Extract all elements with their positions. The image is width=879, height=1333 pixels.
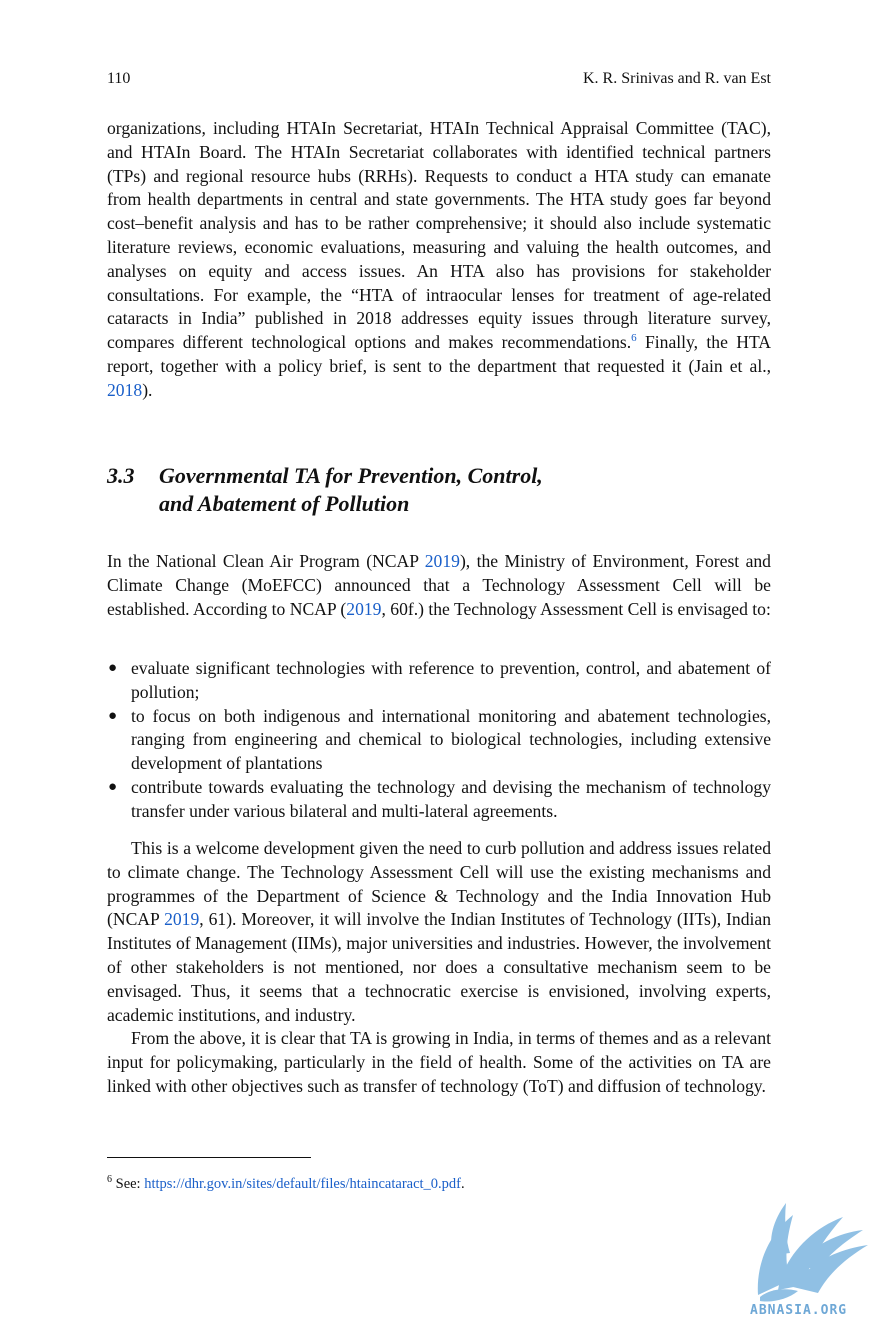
citation-link-jain-2018[interactable]: 2018 (107, 379, 143, 400)
footnote-reference-6[interactable]: 6 (631, 332, 637, 345)
page-number: 110 (107, 70, 131, 87)
watermark-logo (738, 1195, 879, 1333)
citation-link-ncap-2019[interactable]: 2019 (164, 909, 200, 930)
section-title-line-2: and Abatement of Pollution (159, 491, 410, 516)
paragraph-ncap-intro (107, 550, 771, 621)
bullet-dot-icon: ● (108, 778, 118, 795)
paragraph-text: Finally, the HTA report, together with a policy brief, is sent to the department that requested it (Jain et al., (107, 332, 772, 376)
bullet-list (107, 657, 771, 824)
section-title-line-1: Governmental TA for Prevention, Control, (159, 463, 543, 488)
footnote-end: . (461, 1175, 465, 1192)
citation-link-ncap-2019[interactable]: 2019 (346, 598, 382, 619)
paragraph-text: , 60f.) the Technology Assessment Cell is envisaged to: (381, 598, 771, 619)
paragraph-hta-process (107, 117, 771, 403)
footnote-marker: 6 (107, 1174, 112, 1185)
footnote-label: See: (112, 1175, 145, 1192)
paragraph-welcome-development (107, 837, 771, 1027)
bullet-dot-icon: ● (108, 660, 118, 676)
paragraph-conclusion: From the above, it is clear that TA is growing in India, in terms of themes and as a relevant input for policymaking, particularly in the field of health. Some of the activities on TA are linked with other objectives such as transfer of technology (ToT) and diffusion of technology. (107, 1028, 771, 1096)
bullet-dot-icon: ● (108, 707, 118, 724)
paragraph-text: organizations, including HTAIn Secretariat, HTAIn Technical Appraisal Committee (TAC), and HTAIn Board. The HTAIn Secretariat collaborates with identified technical partners (TPs) and regional resource hubs (RRHs). Requests to conduct a HTA study can emanate from health departments in central and state governments. The HTA study goes far beyond cost–benefit analysis and has to be rather comprehensive; it should also include systematic literature reviews, economic evaluations, measuring and valuing the health outcomes, and analyses on equity and access issues. An HTA also has provisions for stakeholder consultations. For example, the “HTA of intraocular lenses for treatment of age-related cataracts in India” published in 2018 addresses equity issues through literature survey, compares different technological options and makes recommendations. (107, 118, 771, 353)
paragraph-text: , 61). Moreover, it will involve the Indian Institutes of Technology (IITs), Indian Institutes of Management (IIMs), major universities and industries. However, the involvement of other stakeholders is not mentioned, nor does a consultative mechanism seem to be envisaged. Thus, it seems that a technocratic exercise is envisioned, involving experts, academic institutions, and industry. (107, 909, 771, 1025)
bullet-item (107, 657, 771, 705)
paragraph-text: In the National Clean Air Program (NCAP (107, 551, 425, 571)
bullet-text: to focus on both indigenous and international monitoring and abatement technologies, ranging from engineering and chemical to biological technologies, including extensive development of plantations (131, 705, 771, 774)
paragraph-group (107, 837, 771, 1099)
section-heading (107, 462, 771, 518)
watermark-text: ABNASIA.ORG (750, 1303, 848, 1318)
bullet-item (107, 705, 771, 776)
bullet-text: contribute towards evaluating the technology and devising the mechanism of technology transfer under various bilateral and multi-lateral agreements. (131, 776, 771, 821)
section-number: 3.3 (107, 463, 135, 488)
footnote (107, 1170, 771, 1194)
paragraph-text: ), the Ministry of Environment, Forest and Climate Change (MoEFCC) announced that a Technology Assessment Cell will be established. According to NCAP ( (107, 551, 771, 619)
citation-link-ncap-2019[interactable]: 2019 (424, 551, 460, 571)
section-title (159, 462, 543, 518)
wing-logo-icon (738, 1195, 879, 1305)
bullet-item (107, 776, 771, 824)
bullet-text: evaluate significant technologies with reference to prevention, control, and abatement of pollution; (131, 658, 771, 702)
running-head-authors: K. R. Srinivas and R. van Est (583, 70, 771, 87)
paragraph-text: This is a welcome development given the need to curb pollution and address issues related to climate change. The Technology Assessment Cell will use the existing mechanisms and programmes of the Department of Science & Technology and the India Innovation Hub (NCAP (107, 838, 771, 930)
footnote-url-link[interactable]: https://dhr.gov.in/sites/default/files/htaincataract_0.pdf (144, 1175, 461, 1192)
footnote-divider (107, 1157, 311, 1158)
running-head (107, 70, 771, 88)
paragraph-text: ). (142, 379, 153, 400)
